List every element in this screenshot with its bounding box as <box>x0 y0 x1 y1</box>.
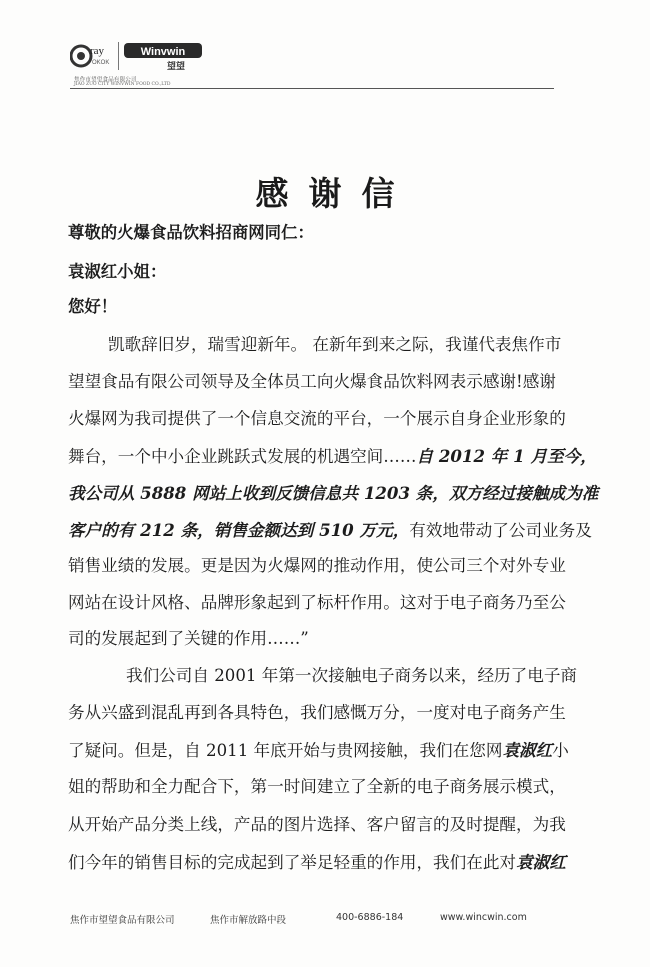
paragraph-2-line-3 <box>68 739 569 762</box>
paragraph-1-line-2: 望望食品有限公司领导及全体员工向火爆食品饮料网表示感谢!感谢 <box>68 372 556 391</box>
paragraph-2-line-4: 姐的帮助和全力配合下，第一时间建立了全新的电子商务展示模式， <box>68 777 566 796</box>
winvwin-logo-icon <box>124 40 204 72</box>
paragraph-1-line-7: 销售业绩的发展。更是因为火爆网的推动作用，使公司三个对外专业 <box>68 556 566 575</box>
paragraph-1-line-8: 网站在设计风格、品牌形象起到了标杆作用。这对于电子商务乃至公 <box>68 593 566 612</box>
svg-text:OKOK: OKOK <box>92 60 110 66</box>
footer-company: 焦作市望望食品有限公司 <box>70 915 175 926</box>
paragraph-1-line-3: 火爆网为我司提供了一个信息交流的平台，一个展示自身企业形象的 <box>68 409 566 428</box>
paragraph-2-line-1: 我们公司自 2001 年第一次接触电子商务以来，经历了电子商 <box>126 666 578 685</box>
highlight-sales: 客户的有 212 条，销售金额达到 510 万元， <box>68 520 410 540</box>
ray-logo-icon <box>70 40 114 72</box>
paragraph-2-line-3-end: 小 <box>552 741 569 760</box>
logo-divider <box>118 42 119 70</box>
svg-text:ray: ray <box>90 45 105 57</box>
highlight-name: 袁淑红 <box>502 740 553 760</box>
paragraph-1-line-4-text: 舞台，一个中小企业跳跃式发展的机遇空间…… <box>68 447 417 466</box>
paragraph-2-line-6 <box>68 851 566 874</box>
highlight-date-range: 自 2012 年 1 月至今， <box>416 446 597 466</box>
paragraph-2-line-2: 务从兴盛到混乱再到各具特色，我们感慨万分，一度对电子商务产生 <box>68 703 566 722</box>
svg-text:Winvwin: Winvwin <box>140 46 186 58</box>
paragraph-1-line-1: 凯歌辞旧岁，瑞雪迎新年。 在新年到来之际，我谨代表焦作市 <box>108 335 562 354</box>
hello-line: 您好！ <box>68 297 118 316</box>
paragraph-2-line-3-text: 了疑问。但是，自 2011 年底开始与贵网接触，我们在您网 <box>68 741 503 760</box>
letterhead <box>70 40 570 92</box>
svg-text:望望: 望望 <box>166 62 186 72</box>
letterhead-company-cn: 焦作市望望食品有限公司 <box>74 77 137 83</box>
salutation-line: 尊敬的火爆食品饮料招商网同仁： <box>68 223 314 242</box>
highlight-name-2: 袁淑红 <box>516 852 566 872</box>
letter-title: 感谢信 <box>255 174 415 213</box>
letterhead-company-en: JIAO ZUO CITY WINVWIN FOOD CO.,LTD <box>74 82 171 87</box>
header-rule <box>70 88 554 89</box>
footer-address: 焦作市解放路中段 <box>210 915 287 926</box>
paragraph-1-line-9: 司的发展起到了关键的作用……” <box>68 629 309 648</box>
paragraph-2-line-5: 从开始产品分类上线，产品的图片选择、客户留言的及时提醒，为我 <box>68 815 566 834</box>
paragraph-1-line-6 <box>68 519 592 542</box>
footer-phone: 400-6886-184 <box>336 912 404 923</box>
recipient-line: 袁淑红小姐： <box>68 262 167 281</box>
paragraph-1-line-4 <box>68 445 597 468</box>
paragraph-1-line-5-highlight: 我公司从 5888 网站上收到反馈信息共 1203 条，双方经过接触成为准 <box>68 483 599 503</box>
paragraph-1-line-6-text: 有效地带动了公司业务及 <box>409 521 592 540</box>
footer-website[interactable]: www.wincwin.com <box>440 912 527 923</box>
paragraph-2-line-6-text: 们今年的销售目标的完成起到了举足轻重的作用，我们在此对 <box>68 853 517 872</box>
